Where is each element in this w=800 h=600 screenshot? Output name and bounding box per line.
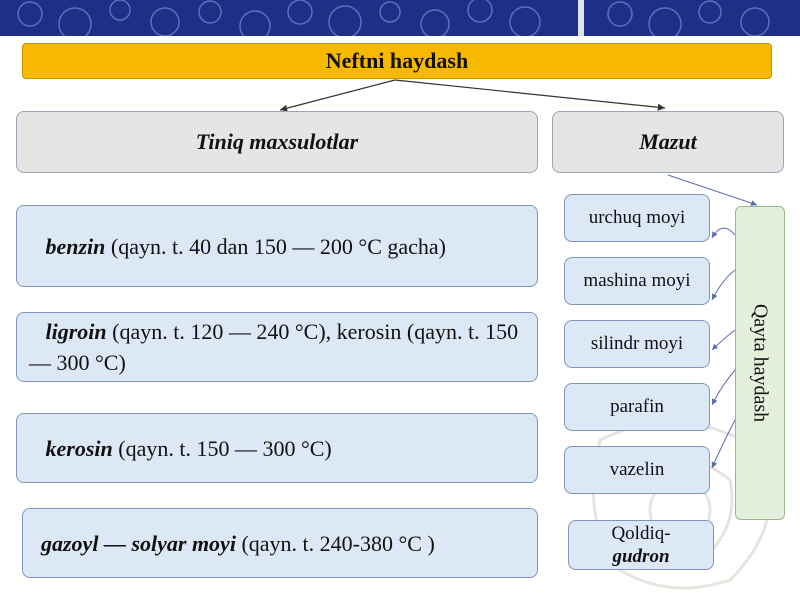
- redistill-label: Qayta haydash: [749, 303, 772, 423]
- mazut-item-label: urchuq moyi: [588, 207, 686, 228]
- residue-line1: Qoldiq-: [611, 523, 671, 544]
- residue-line2: gudron: [612, 546, 670, 567]
- product-gazoyl-name: gazoyl — solyar moyi: [41, 530, 236, 556]
- mazut-header-text: Mazut: [639, 129, 697, 154]
- product-gazoyl: [22, 508, 538, 578]
- product-kerosin-name: kerosin: [45, 435, 113, 461]
- residue-gudron: [568, 520, 714, 570]
- product-benzin-text: [29, 231, 446, 262]
- product-kerosin-detail: (qayn. t. 150 — 300 °C): [112, 435, 332, 461]
- clear-products-header: [16, 111, 538, 173]
- product-ligroin-detail: (qayn. t. 120 — 240 °C), kerosin (qayn. t. 150 — 300 °C): [29, 319, 519, 375]
- product-gazoyl-text: [41, 528, 435, 559]
- product-gazoyl-detail: (qayn. t. 240-380 °C ): [235, 530, 435, 556]
- product-benzin: [16, 205, 538, 287]
- mazut-item-parafin: [564, 383, 710, 431]
- product-kerosin: [16, 413, 538, 483]
- product-kerosin-text: [29, 433, 332, 464]
- mazut-item-urchuq-moyi: [564, 194, 710, 242]
- mazut-item-label: mashina moyi: [583, 270, 691, 291]
- mazut-item-label: vazelin: [609, 459, 665, 480]
- product-ligroin-name: ligroin: [45, 319, 107, 344]
- mazut-item-vazelin: [564, 446, 710, 494]
- product-ligroin: [16, 312, 538, 382]
- mazut-item-label: silindr moyi: [590, 333, 684, 354]
- mazut-item-mashina-moyi: [564, 257, 710, 305]
- product-benzin-name: benzin: [45, 233, 106, 259]
- product-benzin-detail: (qayn. t. 40 dan 150 — 200 °C gacha): [105, 233, 446, 259]
- redistill-box: [735, 206, 785, 520]
- main-title-text: Neftni haydash: [325, 48, 469, 73]
- mazut-header: [552, 111, 784, 173]
- clear-products-header-text: Tiniq maxsulotlar: [195, 129, 359, 154]
- mazut-item-silindr-moyi: [564, 320, 710, 368]
- product-ligroin-text: [29, 316, 529, 378]
- mazut-item-label: parafin: [610, 396, 664, 417]
